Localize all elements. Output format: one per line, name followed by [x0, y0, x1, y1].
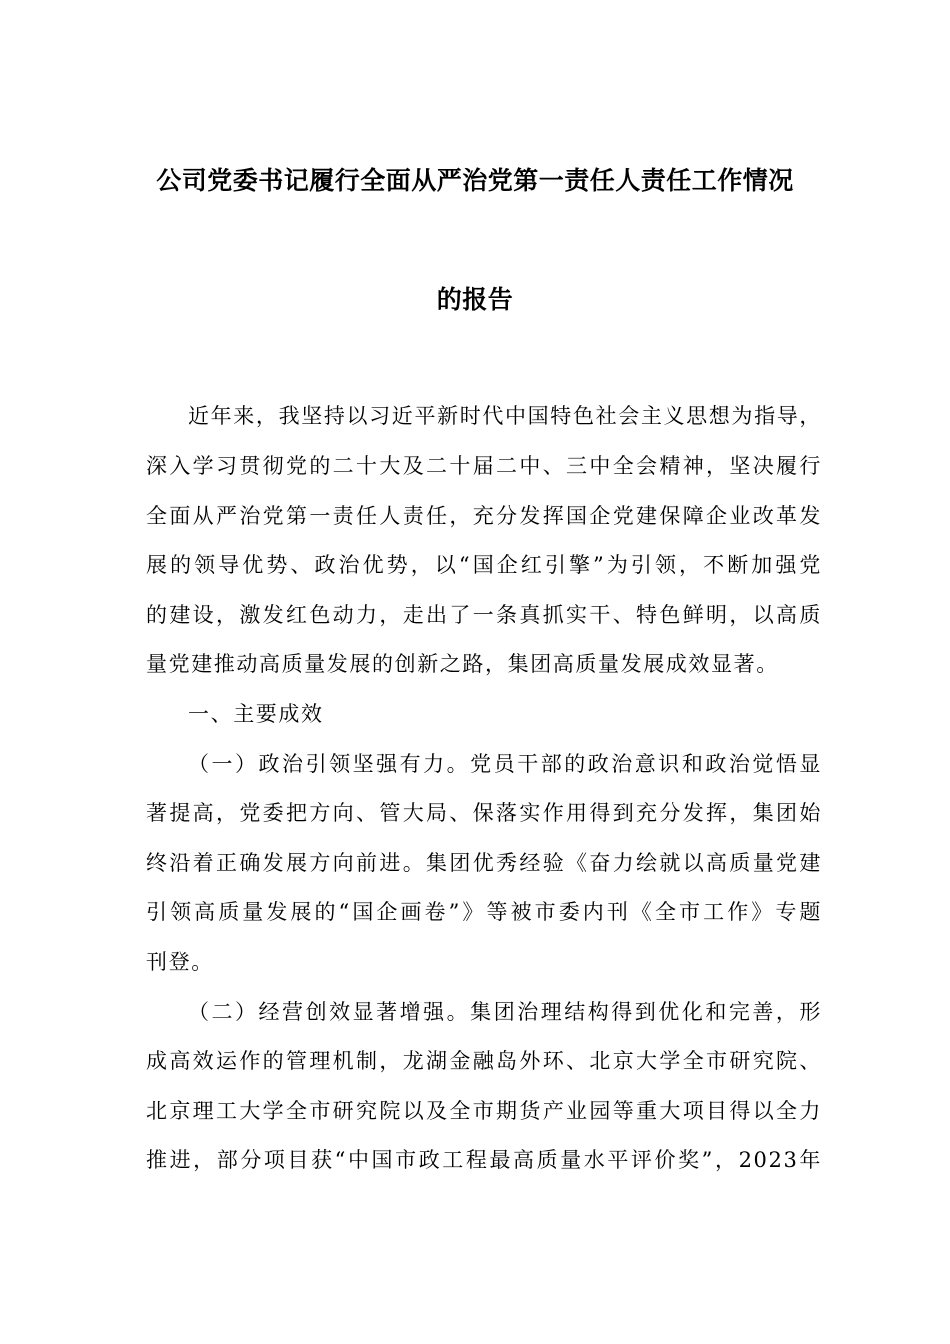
- paragraph-line: 引领高质量发展的“国企画卷”》等被市委内刊《全市工作》专题: [146, 900, 822, 924]
- paragraph-line: 终沿着正确发展方向前进。集团优秀经验《奋力绘就以高质量党建: [146, 851, 822, 875]
- paragraph-line: 深入学习贯彻党的二十大及二十届二中、三中全会精神，坚决履行: [146, 454, 822, 478]
- paragraph-line: （一）政治引领坚强有力。党员干部的政治意识和政治觉悟显: [188, 752, 822, 776]
- paragraph-line: 著提高，党委把方向、管大局、保落实作用得到充分发挥，集团始: [146, 801, 822, 825]
- paragraph-line: 全面从严治党第一责任人责任，充分发挥国企党建保障企业改革发: [146, 504, 822, 528]
- paragraph-line: 北京理工大学全市研究院以及全市期货产业园等重大项目得以全力: [146, 1099, 822, 1123]
- document-title-line-1: 公司党委书记履行全面从严治党第一责任人责任工作情况: [156, 166, 794, 195]
- paragraph-line: 的建设，激发红色动力，走出了一条真抓实干、特色鲜明，以高质: [146, 603, 822, 627]
- paragraph-line: 量党建推动高质量发展的创新之路，集团高质量发展成效显著。: [146, 652, 779, 676]
- document-title-line-2: 的报告: [436, 285, 514, 314]
- paragraph-line: 推进，部分项目获“中国市政工程最高质量水平评价奖”，2023年: [146, 1148, 822, 1172]
- paragraph-line: 近年来，我坚持以习近平新时代中国特色社会主义思想为指导，: [188, 404, 822, 428]
- paragraph-line: （二）经营创效显著增强。集团治理结构得到优化和完善，形: [188, 1000, 822, 1024]
- paragraph-line: 展的领导优势、政治优势，以“国企红引擎”为引领，不断加强党: [146, 553, 822, 577]
- paragraph-line: 刊登。: [146, 950, 214, 974]
- section-heading: 一、主要成效: [188, 702, 324, 726]
- paragraph-line: 成高效运作的管理机制，龙湖金融岛外环、北京大学全市研究院、: [146, 1049, 822, 1073]
